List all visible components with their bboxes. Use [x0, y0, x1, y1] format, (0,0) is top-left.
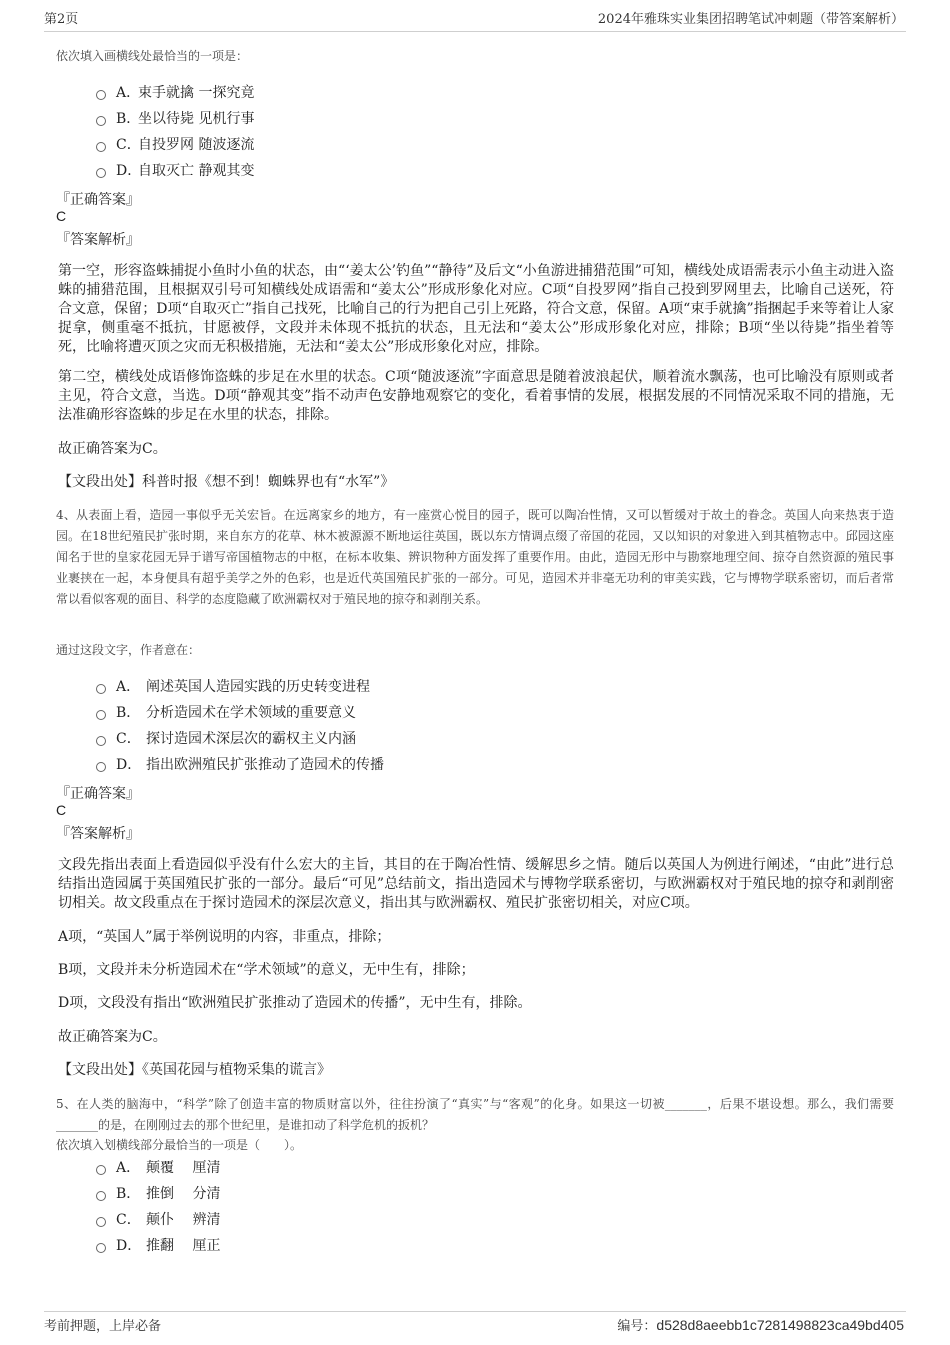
header-divider [44, 31, 906, 32]
q4-analysis-label: 『答案解析』 [56, 826, 140, 842]
q3-analysis-label: 『答案解析』 [56, 232, 140, 248]
option-text: 探讨造园术深层次的霸权主义内涵 [146, 731, 356, 747]
q5-option-d[interactable] [96, 1235, 220, 1255]
q4-answer: C [56, 802, 67, 818]
option-text: 坐以待毙 见机行事 [138, 111, 255, 127]
radio-icon[interactable] [96, 1191, 106, 1201]
radio-icon[interactable] [96, 116, 106, 126]
option-text: 指出欧洲殖民扩张推动了造园术的传播 [146, 757, 384, 773]
option-letter: D． [116, 163, 142, 179]
q4-analysis-paragraph-1: 文段先指出表面上看造园似乎没有什么宏大的主旨，其目的在于陶冶性情、缓解思乡之情。随后以英国人为例进行阐述，“由此”进行总结指出造园属于英国殖民扩张的一部分。最后“可见”总结前文，指出造园术与博物学联系密切，与欧洲霸权对于殖民地的掠夺和剥削密切相关。故文段重点在于探讨造园术的深层次意义，指出其与欧洲霸权、殖民扩张密切相关，对应C项。 [58, 857, 894, 911]
q5-passage: 5、在人类的脑海中，“科学”除了创造丰富的物质财富以外，往往扮演了“真实”与“客观”的化身。如果这一切被_______，后果不堪设想。那么，我们需要_______的是，在刚刚过去的那个世纪里，是谁扣动了科学危机的扳机？ [56, 1097, 894, 1132]
option-letter: B． [116, 705, 141, 721]
q4-option-c[interactable] [96, 728, 356, 748]
radio-icon[interactable] [96, 762, 106, 772]
q3-answer-label: 『正确答案』 [56, 192, 140, 208]
option-text: 束手就擒 一探究竟 [138, 85, 255, 101]
q5-prompt: 依次填入划横线部分最恰当的一项是（ ）。 [56, 1138, 303, 1152]
radio-icon[interactable] [96, 710, 106, 720]
radio-icon[interactable] [96, 1217, 106, 1227]
code-label: 编号： [617, 1319, 657, 1334]
q4-analysis-b: B项，文段并未分析造园术在“学术领域”的意义，无中生有，排除； [58, 962, 475, 978]
option-letter: A． [116, 1160, 141, 1176]
q4-conclusion: 故正确答案为C。 [58, 1029, 167, 1045]
option-text: 颠覆 厘清 [146, 1160, 221, 1176]
document-title: 2024年雅珠实业集团招聘笔试冲刺题（带答案解析） [597, 12, 904, 27]
option-letter: D． [116, 757, 142, 773]
radio-icon[interactable] [96, 736, 106, 746]
footer-slogan: 考前押题，上岸必备 [44, 1319, 162, 1334]
q3-option-c[interactable] [96, 134, 254, 154]
option-text: 颠仆 辨清 [146, 1212, 221, 1228]
option-letter: A． [116, 85, 141, 101]
q4-option-a[interactable] [96, 676, 370, 696]
option-letter: D． [116, 1238, 142, 1254]
option-letter: C． [116, 731, 141, 747]
q3-conclusion: 故正确答案为C。 [58, 441, 167, 457]
option-text: 分析造园术在学术领域的重要意义 [146, 705, 356, 721]
option-letter: C． [116, 1212, 141, 1228]
option-letter: B． [116, 111, 141, 127]
option-letter: A． [116, 679, 141, 695]
q4-option-d[interactable] [96, 754, 384, 774]
q3-analysis-paragraph-1: 第一空，形容盗蛛捕捉小鱼时小鱼的状态，由“‘姜太公’钓鱼”“静待”及后文“小鱼游进捕猎范围”可知，横线处成语需表示小鱼主动进入盗蛛的捕猎范围，且根据双引号可知横线处成语需和“姜太公”形成形象化对应。C项“自投罗网”指自己投到罗网里去，比喻自己送死，符合文意，保留；D项“自取灭亡”指自己找死，比喻自己的行为把自己引上死路，符合文意，保留。A项“束手就擒”指捆起手来等着让人家捉拿，侧重毫不抵抗，甘愿被俘，文段并未体现不抵抗的状态，且无法和“姜太公”形成形象化对应，排除；B项“坐以待毙”指坐着等死，比喻将遭灭顶之灾而无积极措施，无法和“姜太公”形成形象化对应，排除。 [58, 263, 894, 355]
radio-icon[interactable] [96, 168, 106, 178]
option-text: 阐述英国人造园实践的历史转变进程 [146, 679, 370, 695]
radio-icon[interactable] [96, 90, 106, 100]
option-text: 自投罗网 随波逐流 [138, 137, 255, 153]
q3-option-a[interactable] [96, 82, 254, 102]
code-value: d528d8aeebb1c7281498823ca49bd405 [656, 1317, 904, 1333]
radio-icon[interactable] [96, 142, 106, 152]
q4-analysis-d: D项，文段没有指出“欧洲殖民扩张推动了造园术的传播”，无中生有，排除。 [58, 995, 532, 1011]
option-text: 推倒 分清 [146, 1186, 221, 1202]
q3-option-b[interactable] [96, 108, 254, 128]
q3-analysis-paragraph-2: 第二空，横线处成语修饰盗蛛的步足在水里的状态。C项“随波逐流”字面意思是随着波浪起伏，顺着流水飘荡，也可比喻没有原则或者主见，符合文意，当选。D项“静观其变”指不动声色安静地观察它的变化，看着事情的发展，根据发展的不同情况采取不同的措施，无法准确形容盗蛛的步足在水里的状态，排除。 [58, 369, 894, 423]
q3-prompt: 依次填入画横线处最恰当的一项是： [56, 49, 249, 63]
q3-answer: C [56, 208, 67, 224]
option-letter: C． [116, 137, 141, 153]
radio-icon[interactable] [96, 684, 106, 694]
page-number: 第2页 [44, 12, 79, 27]
option-letter: B． [116, 1186, 141, 1202]
q4-source: 【文段出处】《英国花园与植物采集的谎言》 [58, 1062, 331, 1078]
q3-option-d[interactable] [96, 160, 254, 180]
q5-option-a[interactable] [96, 1157, 220, 1177]
footer-divider [44, 1311, 906, 1312]
q4-answer-label: 『正确答案』 [56, 786, 140, 802]
q4-prompt: 通过这段文字，作者意在： [56, 643, 201, 657]
q4-analysis-a: A项，“英国人”属于举例说明的内容，非重点，排除； [58, 929, 391, 945]
radio-icon[interactable] [96, 1165, 106, 1175]
q4-passage: 4、从表面上看，造园一事似乎无关宏旨。在远离家乡的地方，有一座赏心悦目的园子，既可以陶冶性情，又可以暂缓对于故土的眷念。英国人向来热衷于造园。在18世纪殖民扩张时期，来自东方的花草、林木被源源不断地运往英国，既以东方情调点缀了帝国的花园，又以知识的对象进入到其植物志中。邱园这座闻名于世的皇家花园无异于谱写帝国植物志的中枢，在标本收集、辨识物种方面发挥了重要作用。由此，造园无形中与勘察地理空间、掠夺自然资源的殖民事业裹挟在一起，本身便具有超乎美学之外的色彩，也是近代英国殖民扩张的一部分。可见，造园术并非毫无功利的审美实践，它与博物学联系密切，而后者常常以看似客观的面目、科学的态度隐藏了欧洲霸权对于殖民地的掠夺和剥削关系。 [56, 508, 894, 606]
document-code [617, 1315, 904, 1334]
q5-option-c[interactable] [96, 1209, 220, 1229]
option-text: 推翻 厘正 [146, 1238, 221, 1254]
option-text: 自取灭亡 静观其变 [138, 163, 255, 179]
q5-option-b[interactable] [96, 1183, 220, 1203]
radio-icon[interactable] [96, 1243, 106, 1253]
q3-source: 【文段出处】科普时报《想不到！蜘蛛界也有“水军”》 [58, 474, 395, 490]
q4-option-b[interactable] [96, 702, 356, 722]
